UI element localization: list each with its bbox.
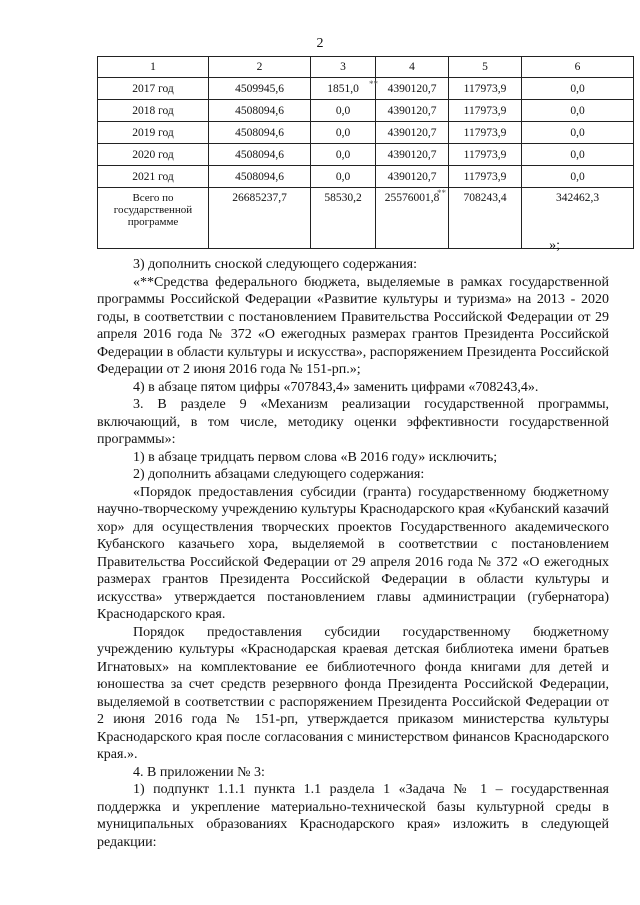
value-cell [311, 78, 376, 100]
year-cell: 2021 год [98, 166, 209, 188]
year-cell: 2018 год [98, 100, 209, 122]
budget-table-body [98, 57, 634, 249]
value-cell: 0,0 [522, 78, 634, 100]
table-row [98, 144, 634, 166]
header-cell: 6 [522, 57, 634, 78]
value-cell: 4390120,7 [376, 144, 449, 166]
value-cell: 0,0 [311, 166, 376, 188]
value-text: 1851,0 [327, 82, 359, 95]
header-cell: 3 [311, 57, 376, 78]
year-cell: 2020 год [98, 144, 209, 166]
total-value-cell [376, 188, 449, 249]
page-number: 2 [316, 36, 324, 51]
year-cell: 2019 год [98, 122, 209, 144]
total-value-text: 25576001,8 [384, 192, 440, 204]
table-row [98, 122, 634, 144]
value-cell: 4390120,7 [376, 78, 449, 100]
paragraph: «**Средства федерального бюджета, выделяемые в рамках государственной программы Российской Федерации «Развитие культуры и туризма» на 2013 - 2020 годы, в соответствии с постановлением Правительства Российской Федерации от 29 апреля 2016 года № 372 «О ежегодных размерах грантов Президента Российской Федерации в области культуры и искусства», распоряжением Президента Российской Федерации от 2 июня 2016 года № 151-рп.»; [97, 274, 609, 377]
value-cell: 0,0 [522, 166, 634, 188]
paragraph: 2) дополнить абзацами следующего содержания: [133, 467, 425, 482]
header-cell: 2 [209, 57, 311, 78]
total-value-cell: 26685237,7 [209, 188, 311, 249]
value-cell: 4390120,7 [376, 166, 449, 188]
value-cell: 0,0 [522, 144, 634, 166]
value-cell: 117973,9 [449, 166, 522, 188]
total-value-cell: 58530,2 [311, 188, 376, 249]
paragraph: 4) в абзаце пятом цифры «707843,4» заменить цифрами «708243,4». [133, 379, 539, 395]
value-cell: 0,0 [311, 144, 376, 166]
total-label: Всего по государственной программе [113, 192, 193, 228]
paragraph: 4. В приложении № 3: [133, 764, 265, 780]
value-cell: 117973,9 [449, 144, 522, 166]
paragraph: «Порядок предоставления субсидии (гранта) государственному бюджетному научно-творческому учреждению культуры Краснодарского края «Кубанский казачий хор» для осуществления творческих проектов Государственного академического Кубанского казачьего хора, выделяемой в соответствии с постановлением Правительства Российской Федерации от 29 апреля 2016 года № 372 «О ежегодных размерах грантов Президента Российской Федерации в области культуры и искусства» утверждается постановлением главы администрации (губернатора) Краснодарского края. [97, 484, 609, 622]
total-value-cell: 708243,4 [449, 188, 522, 249]
footnote-mark: ** [437, 188, 446, 198]
value-cell: 4508094,6 [209, 144, 311, 166]
header-cell: 1 [98, 57, 209, 78]
value-cell: 4508094,6 [209, 166, 311, 188]
value-cell: 4509945,6 [209, 78, 311, 100]
table-header-row [98, 57, 634, 78]
value-cell: 117973,9 [449, 100, 522, 122]
value-cell: 0,0 [311, 100, 376, 122]
table-row [98, 100, 634, 122]
value-cell: 117973,9 [449, 78, 522, 100]
closing-quote-mark: »; [549, 238, 560, 253]
value-cell: 4390120,7 [376, 122, 449, 144]
budget-table [97, 56, 634, 249]
value-cell: 4508094,6 [209, 100, 311, 122]
paragraph: 3. В разделе 9 «Механизм реализации государственной программы, включающий, в том числе, методику оценки эффективности государственной программы»: [97, 397, 609, 447]
year-cell: 2017 год [98, 78, 209, 100]
paragraph: 3) дополнить сноской следующего содержания: [133, 257, 417, 272]
total-label-cell [98, 188, 209, 249]
paragraph: 1) в абзаце тридцать первом слова «В 2016 году» исключить; [133, 449, 498, 465]
value-cell: 0,0 [522, 122, 634, 144]
value-cell: 0,0 [311, 122, 376, 144]
value-cell: 117973,9 [449, 122, 522, 144]
paragraph: 1) подпункт 1.1.1 пункта 1.1 раздела 1 «Задача № 1 – государственная поддержка и укрепление материально-технической базы культурной среды в муниципальных образованиях Краснодарского края» изложить в следующей редакции: [97, 782, 609, 850]
header-cell: 4 [376, 57, 449, 78]
value-cell: 4390120,7 [376, 100, 449, 122]
table-row [98, 166, 634, 188]
header-cell: 5 [449, 57, 522, 78]
total-value-cell: 342462,3 [522, 188, 634, 249]
value-cell: 4508094,6 [209, 122, 311, 144]
document-body [97, 256, 609, 851]
table-row [98, 78, 634, 100]
paragraph: Порядок предоставления субсидии государственному бюджетному учреждению культуры «Краснодарская краевая детская библиотека имени братьев Игнатовых» на комплектование ее библиотечного фонда книгами для детей и юношества за счет средств резервного фонда Президента Российской Федерации, выделяемой в соответствии с распоряжением Президента Российской Федерации от 2 июня 2016 года № 151-рп, утверждается приказом министерства культуры Краснодарского края после согласования с министерством финансов Краснодарского края.». [97, 624, 609, 762]
value-cell: 0,0 [522, 100, 634, 122]
footnote-mark: ** [369, 79, 378, 89]
